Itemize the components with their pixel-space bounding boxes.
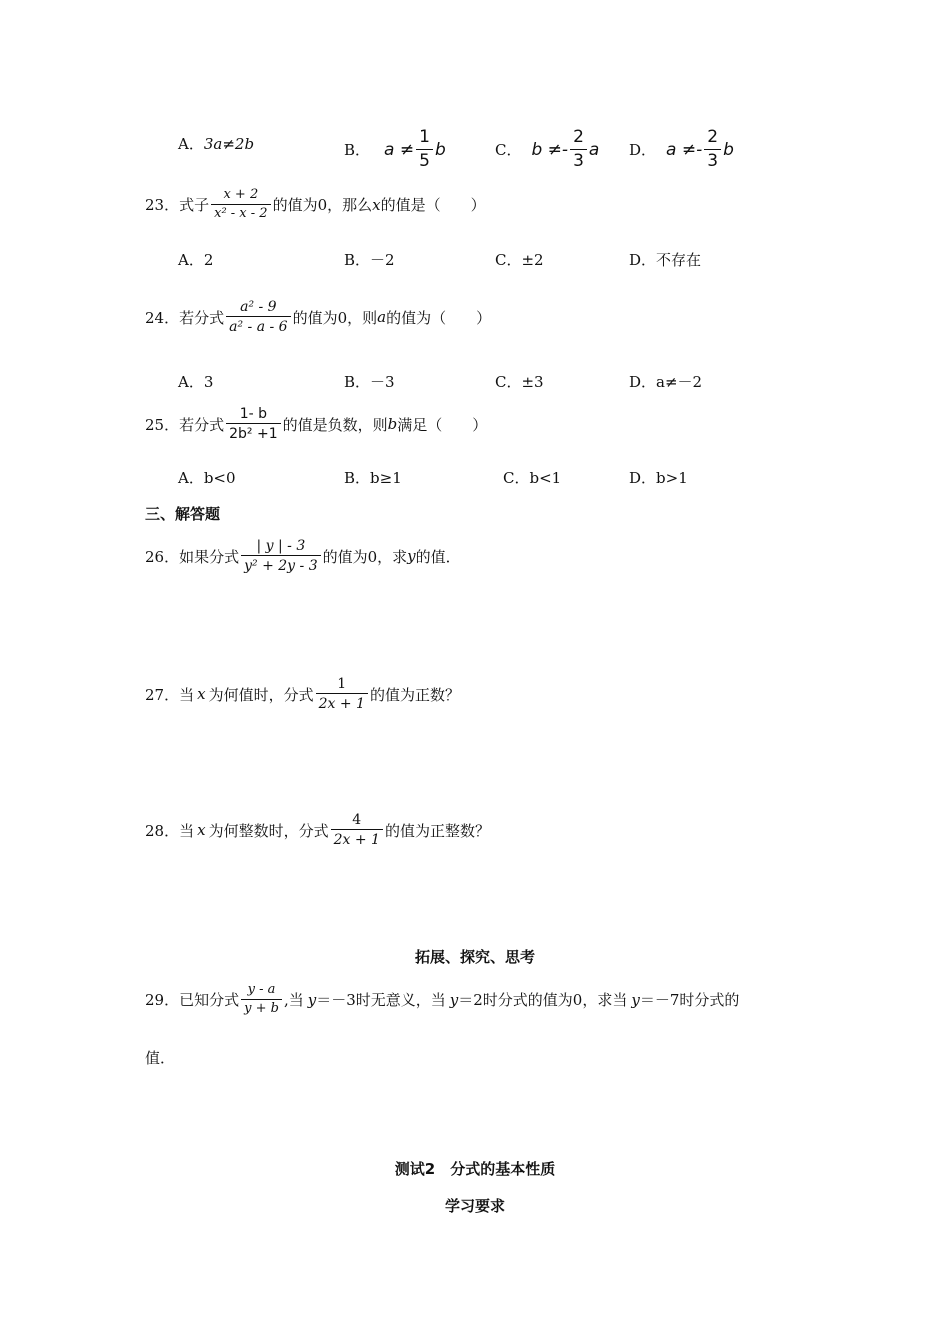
question-number: 23． [145,196,180,215]
variable: y [449,990,459,1009]
numerator: x + 2 [223,187,259,202]
question-text: 当 [179,685,195,704]
denominator: 2x + 1 [316,693,368,712]
option-d: D．a≠－2 [629,373,703,391]
fraction [570,128,587,171]
option-b: B．－3 [344,373,395,391]
fraction [226,406,281,442]
question-number: 26． [145,547,180,566]
numerator: 1 [419,127,430,147]
option-label: B． [344,141,371,160]
denominator: 2x + 1 [331,829,383,848]
question-number: 27． [145,685,180,704]
question-text: ,当 [283,991,304,1010]
q22-option-d [629,128,734,171]
question-text: ＝2时分式的值为0，求当 [458,991,628,1010]
question-text: 为何值时，分式 [208,685,314,704]
variable: x [372,195,381,214]
fraction [241,983,282,1017]
fraction [331,812,383,848]
question-text: 的值为0，则 [292,308,378,327]
question-text: 的值为0，那么 [272,196,373,215]
q22-option-c [495,128,599,171]
variable: a [377,308,387,327]
option-c: C．b<1 [503,469,562,487]
question-text: 若分式 [179,308,225,327]
option-d: D．不存在 [629,251,702,269]
question-text: 如果分式 [179,547,240,566]
question-text: 的值为正数？ [369,685,460,704]
test-subtitle: 学习要求 [444,1197,505,1215]
math-rhs: b [723,139,734,160]
question-26 [145,538,461,574]
numerator: 4 [352,812,362,828]
question-text: 满足（ ） [397,415,488,434]
question-text: 式子 [179,196,210,215]
fraction [704,128,721,171]
option-b: B．b≥1 [344,469,402,487]
option-c: C．±2 [495,251,544,269]
math-rhs: b [434,139,446,160]
question-text: 若分式 [179,415,225,434]
denominator: a² - a - 6 [226,316,290,335]
option-a: A．3 [178,373,214,391]
option-c: C．±3 [495,373,544,391]
option-b: B．－2 [344,251,395,269]
fraction [316,676,368,712]
option-label: C． [495,141,522,160]
question-text: 的值． [415,547,461,566]
numerator: 2 [573,127,584,147]
question-text: 的值是负数，则 [282,415,388,434]
numerator: y - a [247,982,276,997]
question-text: 的值为0，求 [322,547,408,566]
question-number: 28． [145,821,180,840]
numerator: | y | - 3 [256,538,306,554]
option-a: A．b<0 [178,469,236,487]
numerator: a² - 9 [240,299,277,315]
question-text: ＝－3时无意义，当 [316,991,446,1010]
numerator: 1- b [239,406,267,422]
question-text: 的值为正整数？ [384,821,490,840]
question-number: 25． [145,415,180,434]
question-text: ＝－7时分式的 [639,991,740,1010]
denominator: 3 [570,149,587,172]
question-27 [145,676,460,712]
variable: y [407,547,416,566]
fraction [211,188,270,222]
question-text: 已知分式 [179,991,240,1010]
numerator: 1 [337,676,347,692]
question-number: 24． [145,308,180,327]
variable: x [197,685,206,704]
question-28 [145,812,490,848]
option-a: A．2 [178,251,214,269]
section-heading: 三、解答题 [145,505,221,523]
math-lhs: b ≠- [531,139,569,160]
fraction [226,299,290,335]
variable: y [631,990,640,1009]
q22-option-b [344,128,446,171]
question-23 [145,188,486,222]
option-text: 3a≠2b [203,134,255,153]
question-29 [145,983,739,1017]
fraction [416,128,433,171]
test-title: 测试2 分式的基本性质 [394,1160,556,1178]
denominator: x² - x - 2 [211,204,270,222]
option-label: D． [629,141,657,160]
denominator: 3 [704,149,721,172]
variable: y [307,990,317,1009]
question-text-continued: 值． [145,1049,176,1067]
q22-option-a [178,133,254,154]
math-rhs: a [588,139,600,160]
numerator: 2 [707,127,719,147]
fraction [241,538,321,574]
variable: b [387,415,398,434]
math-lhs: a ≠- [666,139,703,160]
option-d: D．b>1 [629,469,688,487]
variable: x [197,821,206,840]
denominator: 5 [416,149,433,172]
denominator: 2b² +1 [226,423,281,442]
denominator: y + b [241,999,282,1017]
question-text: 的值为（ ） [386,308,492,327]
question-text: 的值是（ ） [380,196,486,215]
section-heading: 拓展、探究、思考 [414,948,535,966]
option-label: A． [178,135,204,153]
question-text: 当 [179,821,195,840]
math-lhs: a ≠ [384,139,415,160]
question-number: 29． [145,991,180,1010]
denominator: y² + 2y - 3 [241,555,321,574]
question-24 [145,299,491,335]
question-25 [145,406,487,442]
question-text: 为何整数时，分式 [208,821,329,840]
